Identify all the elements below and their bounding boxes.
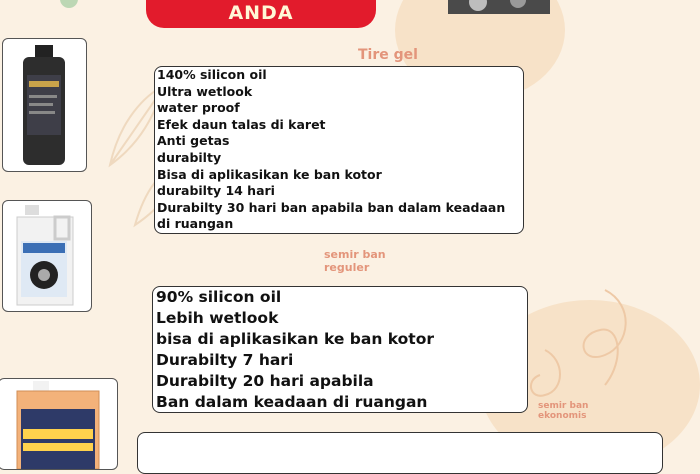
feature-item: 90% silicon oil (156, 288, 282, 306)
feature-item: durabilty (157, 149, 222, 165)
feature-item: Ban dalam keadaan di ruangan (156, 393, 428, 411)
top-photo (448, 0, 550, 14)
feature-item: Durabilty 20 hari apabila (156, 372, 374, 390)
feature-item: Bisa di aplikasikan ke ban kotor (157, 166, 382, 182)
product-label-semir-reguler: semir ban reguler (324, 248, 386, 274)
feature-item: Lebih wetlook (156, 309, 279, 327)
feature-item: bisa di aplikasikan ke ban kotor (156, 330, 435, 348)
product-image-semir-ekonomis (0, 378, 118, 470)
feature-card-semir-ekonomis (137, 432, 663, 474)
feature-item: water proof (157, 100, 240, 116)
jerrycan-icon (3, 201, 91, 311)
feature-item: Anti getas (157, 133, 230, 149)
swirl-outline-icon (565, 285, 640, 395)
product-image-semir-reguler (2, 200, 92, 312)
bottle-icon (3, 39, 86, 171)
decor-green-shape (60, 0, 78, 8)
product-image-tire-gel (2, 38, 87, 172)
feature-card-tire-gel (154, 66, 524, 234)
jerrycan-icon (0, 379, 117, 469)
feature-item: di ruangan (157, 216, 234, 232)
feature-item: 140% silicon oil (157, 67, 267, 82)
product-label-semir-ekonomis: semir ban ekonomis (538, 401, 589, 421)
feature-card-semir-reguler (152, 286, 528, 413)
banner-text: ANDA (228, 2, 294, 24)
photo-image-icon (448, 0, 550, 14)
feature-item: Durabilty 30 hari ban apabila ban dalam keadaan (157, 199, 506, 215)
feature-item: Durabilty 7 hari (156, 351, 294, 369)
feature-item: Ultra wetlook (157, 83, 253, 99)
title-banner (146, 0, 376, 28)
feature-item: Efek daun talas di karet (157, 116, 326, 132)
product-label-tire-gel: Tire gel (358, 47, 418, 63)
feature-item: durabilty 14 hari (157, 183, 275, 199)
